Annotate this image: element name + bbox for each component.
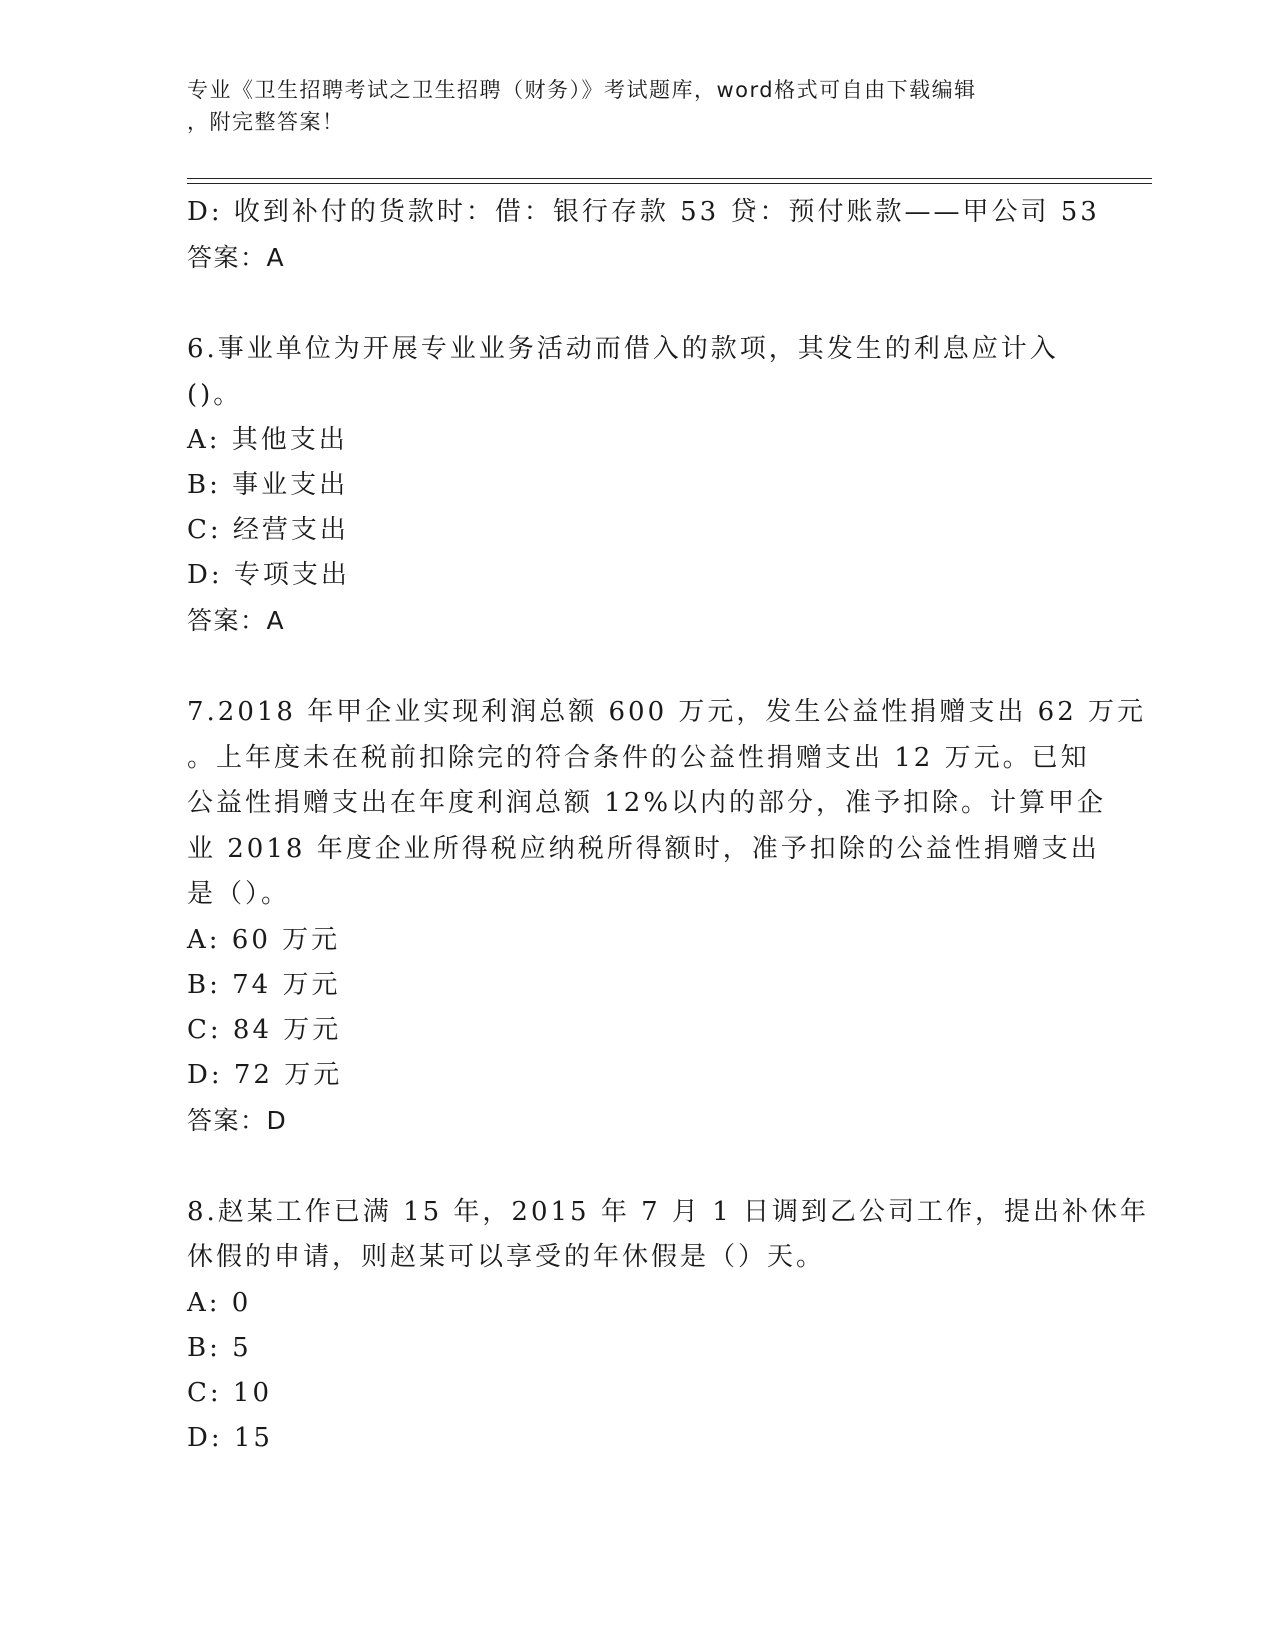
option-d: D: 72 万元 (187, 1059, 343, 1090)
question-stem-line: 休假的申请，则赵某可以享受的年休假是（）天。 (187, 1242, 826, 1272)
option-c: C: 84 万元 (187, 1014, 342, 1045)
document-body (187, 190, 1149, 1461)
option-d: D: 收到补付的货款时：借：银行存款 53 贷：预付账款——甲公司 53 (187, 197, 1100, 227)
option-b: B: 74 万元 (187, 969, 341, 1000)
question-stem-line: 6.事业单位为开展专业业务活动而借入的款项，其发生的利息应计入 (187, 334, 1059, 364)
question-stem-line: 7.2018 年甲企业实现利润总额 600 万元，发生公益性捐赠支出 62 万元 (187, 697, 1147, 727)
header-title-line-2: ，附完整答案！ (187, 110, 345, 134)
answer-line: 答案：A (187, 243, 286, 272)
question-8 (187, 1190, 1149, 1461)
option-a: A: 0 (187, 1287, 252, 1318)
header-divider-bottom (187, 183, 1152, 184)
option-d: D: 15 (187, 1422, 273, 1453)
question-stem-line: ()。 (187, 379, 243, 410)
question-stem-line: 公益性捐赠支出在年度利润总额 12%以内的部分，准予扣除。计算甲企 (187, 788, 1107, 818)
option-a: A: 60 万元 (187, 924, 341, 955)
option-c: C: 10 (187, 1377, 273, 1408)
question-stem-line: 8.赵某工作已满 15 年，2015 年 7 月 1 日调到乙公司工作，提出补休年 (187, 1196, 1149, 1227)
option-c: C: 经营支出 (187, 515, 349, 545)
answer-line: 答案：D (187, 1105, 288, 1135)
question-stem-line: 业 2018 年度企业所得税应纳税所得额时，准予扣除的公益性捐赠支出 (187, 833, 1100, 864)
answer-line: 答案：A (187, 606, 286, 635)
document-header (187, 74, 1067, 138)
question-stem-line: 。上年度未在税前扣除完的符合条件的公益性捐赠支出 12 万元。已知 (187, 742, 1090, 773)
question-6 (187, 327, 1087, 643)
option-d: D: 专项支出 (187, 560, 350, 590)
question-stem-line: 是（）。 (187, 879, 291, 909)
header-divider-top (187, 178, 1152, 179)
option-b: B: 事业支出 (187, 470, 349, 500)
question-7 (187, 690, 1147, 1143)
option-a: A: 其他支出 (187, 425, 348, 455)
header-title-line-1: 专业《卫生招聘考试之卫生招聘（财务）》考试题库，word格式可自由下载编辑 (187, 78, 977, 102)
option-b: B: 5 (187, 1332, 252, 1363)
